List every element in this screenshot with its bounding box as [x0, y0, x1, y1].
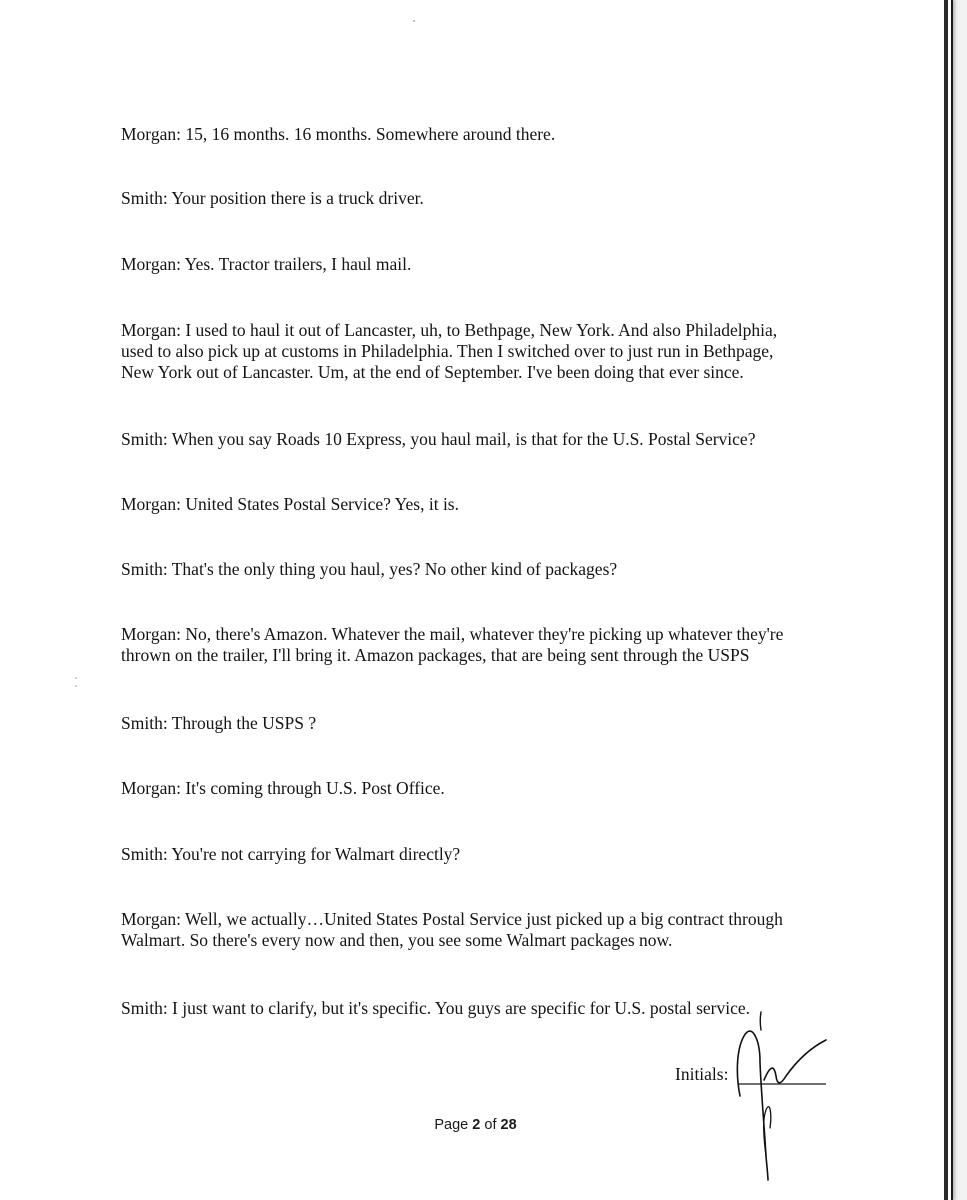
transcript-line: thrown on the trailer, I'll bring it. Amazon packages, that are being sent through the USPS [121, 645, 750, 665]
page-footer [0, 1117, 951, 1133]
transcript-line: Morgan: 15, 16 months. 16 months. Somewhere around there. [121, 124, 556, 144]
transcript-line: Morgan: Yes. Tractor trailers, I haul mail. [121, 254, 412, 274]
transcript-line: used to also pick up at customs in Philadelphia. Then I switched over to just run in Bethpage, [121, 341, 774, 361]
total-pages: 28 [500, 1117, 517, 1133]
initials-label: Initials: [675, 1064, 729, 1084]
transcript-line: Morgan: No, there's Amazon. Whatever the mail, whatever they're picking up whatever they're [121, 624, 784, 644]
transcript-line: Smith: I just want to clarify, but it's specific. You guys are specific for U.S. postal service. [121, 998, 750, 1018]
transcript-line: Morgan: United States Postal Service? Yes, it is. [121, 494, 459, 514]
transcript-line: Smith: Through the USPS ? [121, 713, 317, 733]
transcript-line: Smith: You're not carrying for Walmart directly? [121, 844, 461, 864]
of-label: of [484, 1117, 497, 1133]
transcript-line: Morgan: I used to haul it out of Lancaster, uh, to Bethpage, New York. And also Philadelphia, [121, 320, 778, 340]
transcript-line: Smith: When you say Roads 10 Express, you haul mail, is that for the U.S. Postal Service? [121, 429, 756, 449]
transcript-line: New York out of Lancaster. Um, at the end of September. I've been doing that ever since. [121, 362, 744, 382]
transcript-line: Smith: That's the only thing you haul, yes? No other kind of packages? [121, 559, 618, 579]
initials-signature [730, 1010, 840, 1185]
transcript-line: Morgan: Well, we actually…United States Postal Service just picked up a big contract through [121, 909, 783, 929]
transcript-line: Morgan: It's coming through U.S. Post Office. [121, 778, 445, 798]
transcript-line: Walmart. So there's every now and then, you see some Walmart packages now. [121, 930, 673, 950]
page-number: 2 [472, 1117, 481, 1133]
transcript-line: Smith: Your position there is a truck driver. [121, 188, 424, 208]
page-label: Page [434, 1117, 469, 1133]
